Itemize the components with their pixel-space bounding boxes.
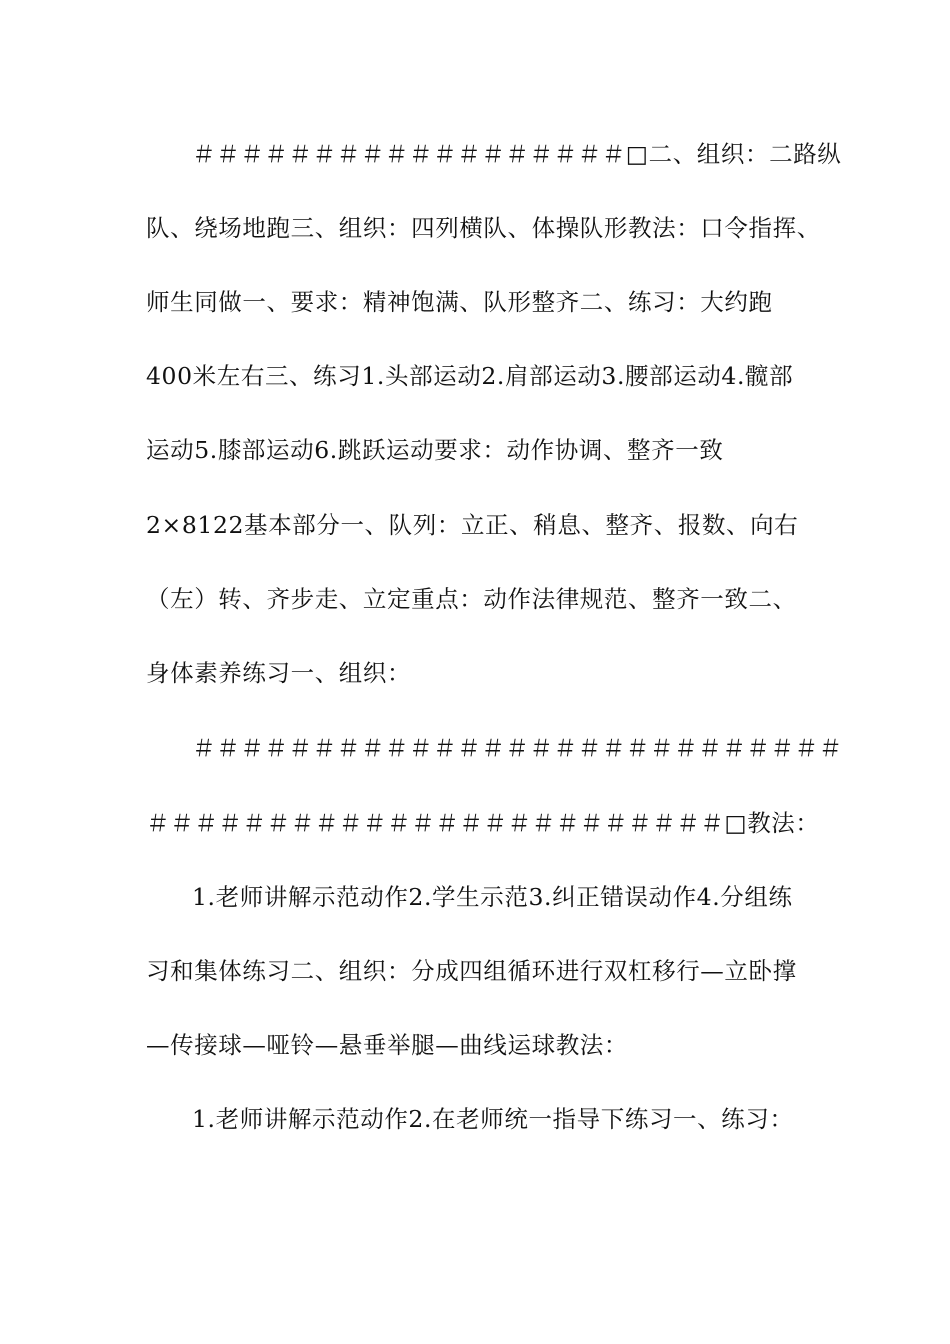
paragraph-line-6: 2×8122基本部分一、队列：立正、稍息、整齐、报数、向右 (146, 511, 799, 539)
paragraph-line-5: 运动5.膝部运动6.跳跃运动要求：动作协调、整齐一致 (146, 436, 724, 464)
paragraph-line-2: 队、绕场地跑三、组织：四列横队、体操队形教法：口令指挥、 (146, 214, 821, 242)
paragraph-line-9: ＃＃＃＃＃＃＃＃＃＃＃＃＃＃＃＃＃＃＃＃＃＃＃＃＃＃＃ (192, 734, 843, 762)
paragraph-line-8: 身体素养练习一、组织： (146, 659, 412, 687)
paragraph-line-10: ＃＃＃＃＃＃＃＃＃＃＃＃＃＃＃＃＃＃＃＃＃＃＃＃□教法： (146, 809, 820, 837)
paragraph-line-14: 1.老师讲解示范动作2.在老师统一指导下练习一、练习： (192, 1105, 794, 1133)
paragraph-line-1: ＃＃＃＃＃＃＃＃＃＃＃＃＃＃＃＃＃＃□二、组织：二路纵 (192, 140, 842, 168)
paragraph-line-11: 1.老师讲解示范动作2.学生示范3.纠正错误动作4.分组练 (192, 883, 793, 911)
paragraph-line-12: 习和集体练习二、组织：分成四组循环进行双杠移行—立卧撑 (146, 957, 797, 985)
paragraph-line-4: 400米左右三、练习1.头部运动2.肩部运动3.腰部运动4.髋部 (146, 362, 794, 390)
paragraph-line-13: —传接球—哑铃—悬垂举腿—曲线运球教法： (146, 1031, 628, 1059)
paragraph-line-7: （左）转、齐步走、立定重点：动作法律规范、整齐一致二、 (146, 585, 797, 613)
paragraph-line-3: 师生同做一、要求：精神饱满、队形整齐二、练习：大约跑 (146, 288, 773, 316)
